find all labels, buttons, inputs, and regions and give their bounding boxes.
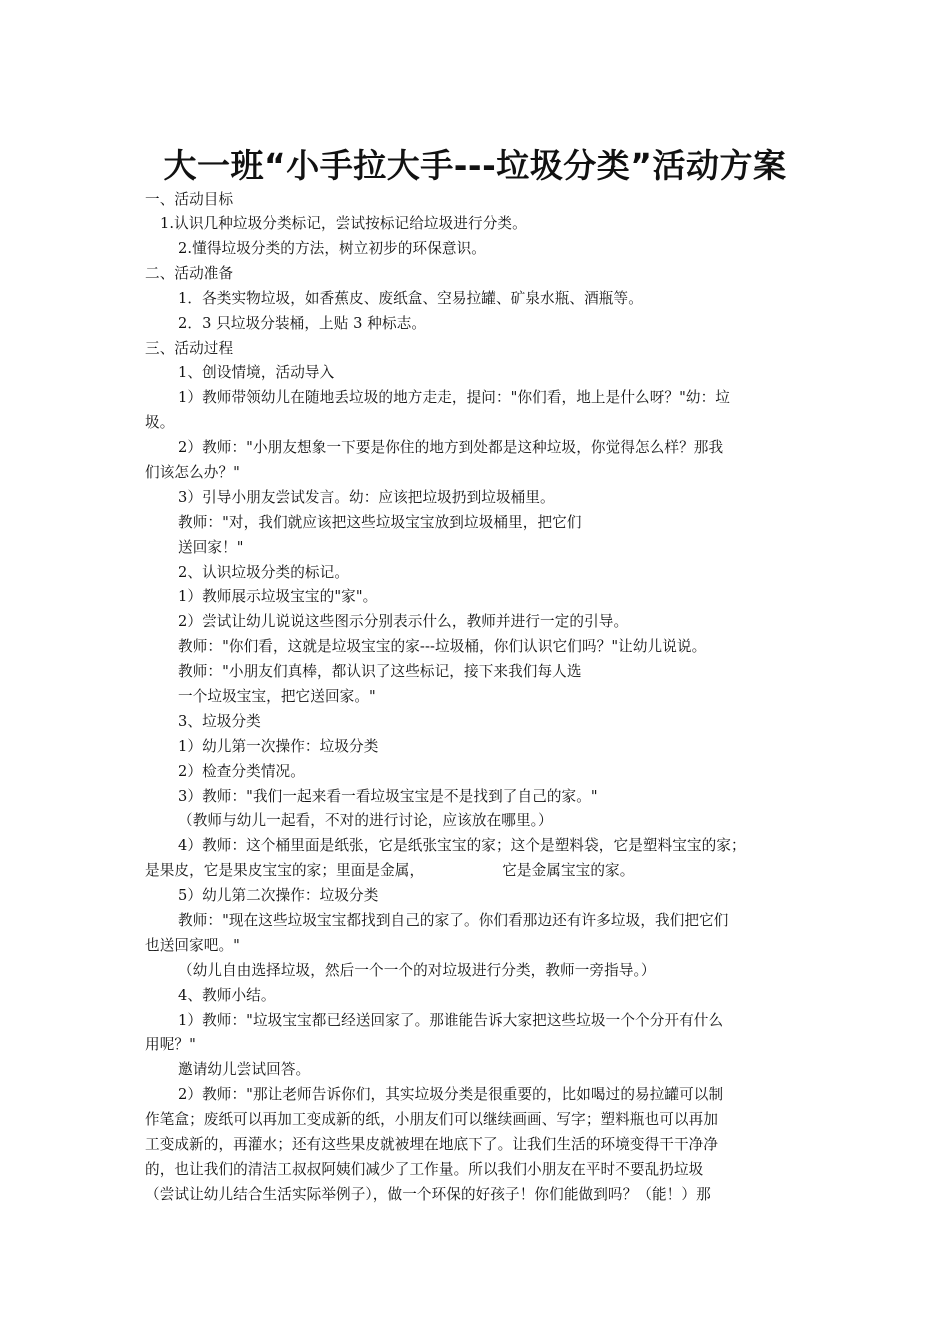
paragraph-segment: 它是金属宝宝的家。 bbox=[502, 862, 635, 879]
paragraph-line: （教师与幼儿一起看，不对的进行讨论，应该放在哪里。） bbox=[178, 812, 553, 829]
paragraph-line: 2）教师："那让老师告诉你们，其实垃圾分类是很重要的，比如喝过的易拉罐可以制 bbox=[178, 1086, 724, 1103]
paragraph-line: 3、垃圾分类 bbox=[178, 713, 261, 730]
paragraph-line: 3）教师："我们一起来看一看垃圾宝宝是不是找到了自己的家。" bbox=[178, 788, 598, 805]
paragraph-line: 1．各类实物垃圾，如香蕉皮、废纸盒、空易拉罐、矿泉水瓶、酒瓶等。 bbox=[178, 290, 643, 307]
paragraph-line: 作笔盒；废纸可以再加工变成新的纸，小朋友们可以继续画画、写字；塑料瓶也可以再加 bbox=[145, 1111, 719, 1128]
section-heading: 三、活动过程 bbox=[145, 340, 234, 357]
paragraph-line: 1）教师带领幼儿在随地丢垃圾的地方走走，提问："你们看，地上是什么呀？"幼：垃 bbox=[178, 389, 730, 406]
paragraph-line: 2、认识垃圾分类的标记。 bbox=[178, 564, 350, 581]
paragraph-line: 2．3 只垃圾分装桶，上贴 3 种标志。 bbox=[178, 315, 427, 332]
paragraph-line: 工变成新的，再灌水；还有这些果皮就被埋在地底下了。让我们生活的环境变得干干净净 bbox=[145, 1136, 719, 1153]
paragraph-line: 2）尝试让幼儿说说这些图示分别表示什么，教师并进行一定的引导。 bbox=[178, 613, 629, 630]
paragraph-line: 3）引导小朋友尝试发言。幼：应该把垃圾扔到垃圾桶里。 bbox=[178, 489, 555, 506]
paragraph-line: 用呢？" bbox=[145, 1036, 196, 1053]
paragraph-line: 一个垃圾宝宝，把它送回家。" bbox=[178, 688, 376, 705]
paragraph-line: 教师："现在这些垃圾宝宝都找到自己的家了。你们看那边还有许多垃圾，我们把它们 bbox=[178, 912, 729, 929]
paragraph-line: 们该怎么办？" bbox=[145, 464, 240, 481]
paragraph-line: 教师："小朋友们真棒，都认识了这些标记，接下来我们每人选 bbox=[178, 663, 582, 680]
paragraph-line bbox=[145, 859, 634, 883]
section-heading: 二、活动准备 bbox=[145, 265, 234, 282]
section-heading: 一、活动目标 bbox=[145, 191, 234, 208]
paragraph-line: （尝试让幼儿结合生活实际举例子），做一个环保的好孩子！你们能做到吗？（能！）那 bbox=[145, 1186, 711, 1203]
paragraph-segment: 是果皮，它是果皮宝宝的家；里面是金属， bbox=[145, 862, 425, 879]
paragraph-line: 邀请幼儿尝试回答。 bbox=[178, 1061, 311, 1078]
paragraph-line: 教师："你们看，这就是垃圾宝宝的家---垃圾桶，你们认识它们吗？"让幼儿说说。 bbox=[178, 638, 707, 655]
paragraph-line: 教师："对，我们就应该把这些垃圾宝宝放到垃圾桶里，把它们 bbox=[178, 514, 582, 531]
paragraph-line: 送回家！" bbox=[178, 539, 244, 556]
paragraph-line: 圾。 bbox=[145, 414, 175, 431]
paragraph-line: 4、教师小结。 bbox=[178, 987, 276, 1004]
paragraph-line: 1、创设情境，活动导入 bbox=[178, 364, 335, 381]
paragraph-line: 2）教师："小朋友想象一下要是你住的地方到处都是这种垃圾，你觉得怎么样？那我 bbox=[178, 439, 724, 456]
document-title: 大一班“小手拉大手---垃圾分类”活动方案 bbox=[163, 146, 787, 185]
paragraph-line: 的，也让我们的清洁工叔叔阿姨们减少了工作量。所以我们小朋友在平时不要乱扔垃圾 bbox=[145, 1161, 704, 1178]
paragraph-line: 4）教师：这个桶里面是纸张，它是纸张宝宝的家；这个是塑料袋，它是塑料宝宝的家； bbox=[178, 837, 746, 854]
paragraph-line: 也送回家吧。" bbox=[145, 937, 240, 954]
paragraph-line: 2）检查分类情况。 bbox=[178, 763, 305, 780]
paragraph-line: 1）教师："垃圾宝宝都已经送回家了。那谁能告诉大家把这些垃圾一个个分开有什么 bbox=[178, 1012, 724, 1029]
paragraph-line: 1.认识几种垃圾分类标记，尝试按标记给垃圾进行分类。 bbox=[160, 215, 527, 232]
paragraph-line: 1）幼儿第一次操作：垃圾分类 bbox=[178, 738, 379, 755]
paragraph-line: （幼儿自由选择垃圾，然后一个一个的对垃圾进行分类，教师一旁指导。） bbox=[178, 962, 656, 979]
paragraph-line: 2.懂得垃圾分类的方法，树立初步的环保意识。 bbox=[178, 240, 487, 257]
paragraph-line: 5）幼儿第二次操作：垃圾分类 bbox=[178, 887, 379, 904]
paragraph-line: 1）教师展示垃圾宝宝的"家"。 bbox=[178, 588, 378, 605]
